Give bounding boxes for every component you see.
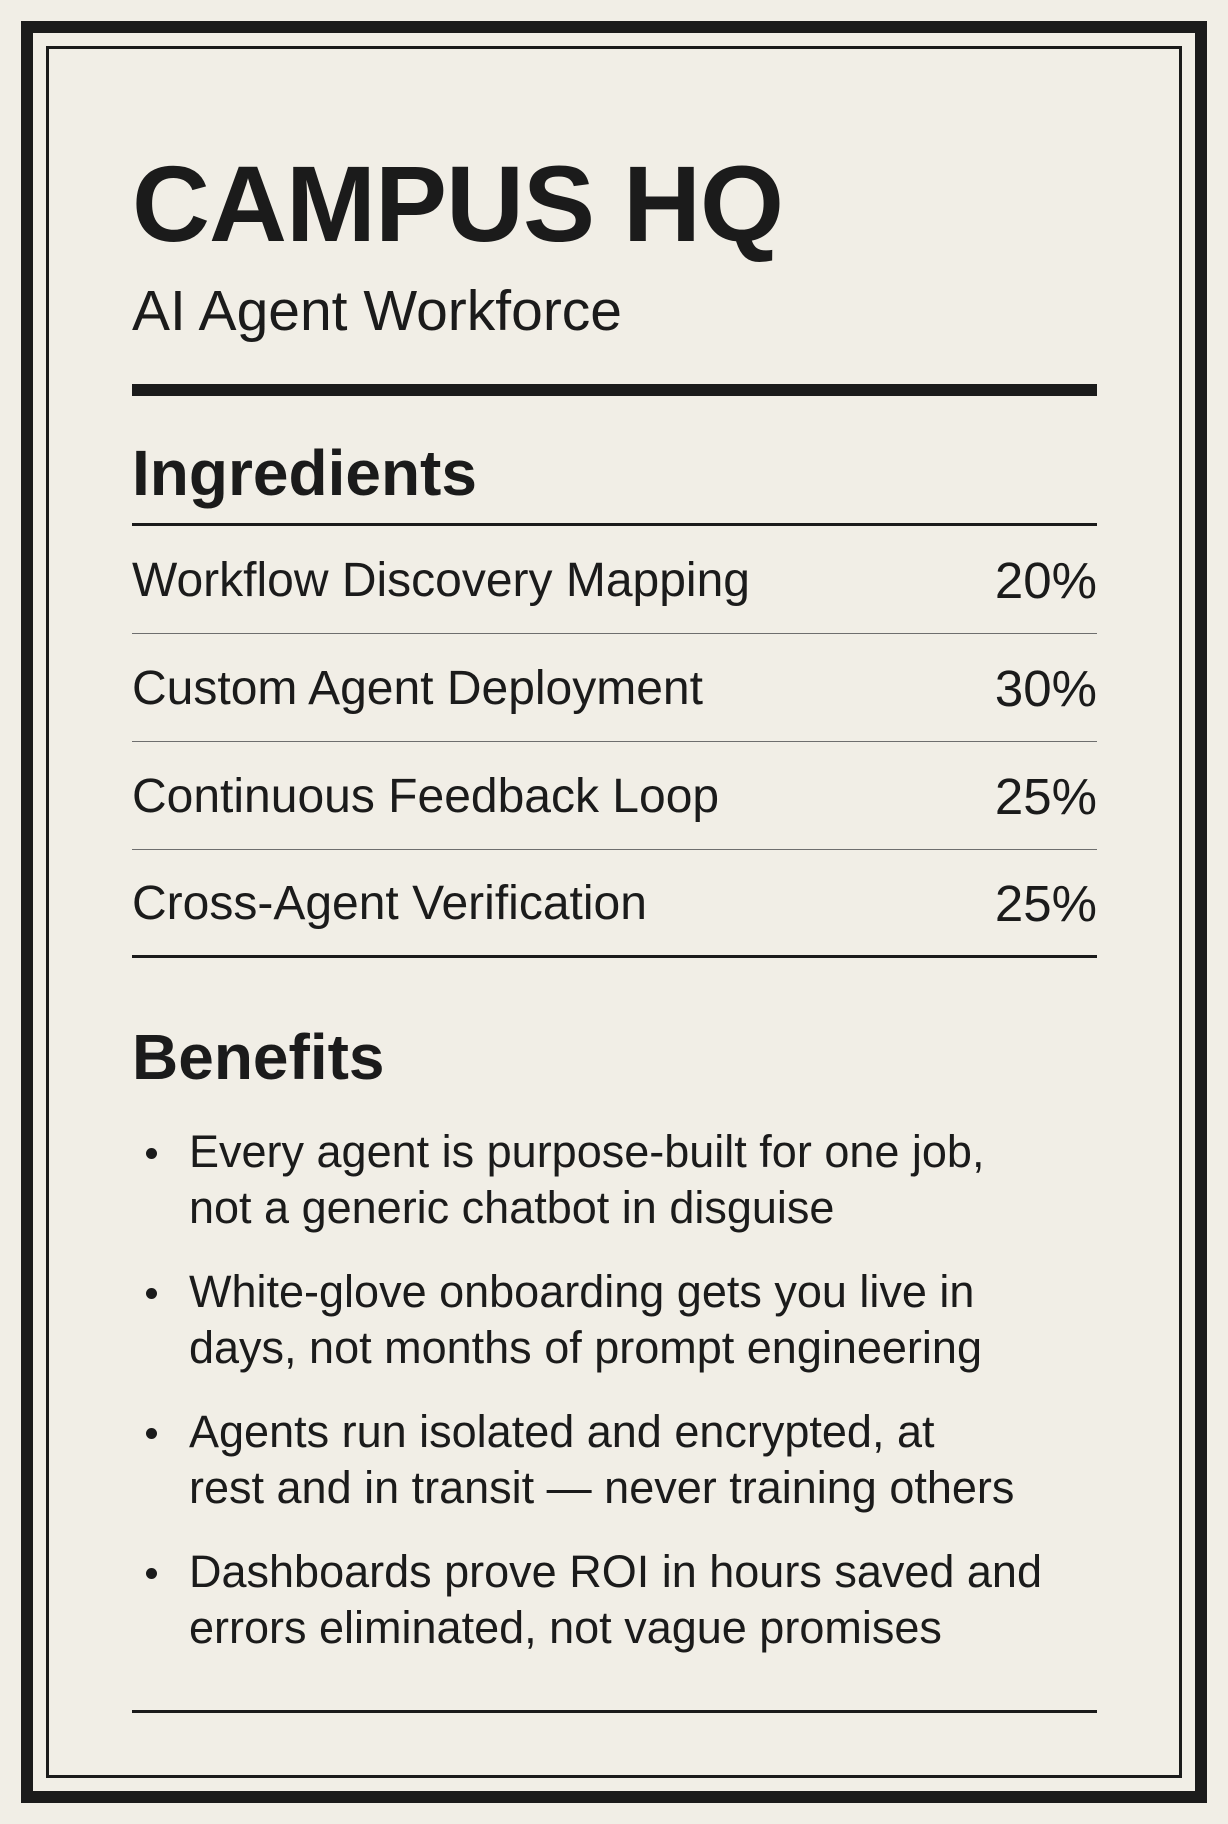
bullet-icon	[146, 1568, 157, 1579]
ingredient-name: Cross-Agent Verification	[132, 876, 647, 930]
benefit-line: White-glove onboarding gets you live in	[189, 1266, 975, 1317]
benefit-line: errors eliminated, not vague promises	[189, 1602, 942, 1653]
ingredient-row	[132, 634, 1097, 742]
benefit-item	[132, 1264, 1097, 1376]
ingredient-percent: 25%	[994, 875, 1097, 932]
ingredient-name: Workflow Discovery Mapping	[132, 553, 750, 607]
benefit-list	[132, 1124, 1097, 1684]
ingredients-heading: Ingredients	[132, 437, 477, 509]
bullet-icon	[146, 1148, 157, 1159]
ingredient-percent: 20%	[994, 552, 1097, 609]
benefit-item	[132, 1544, 1097, 1656]
ingredient-name: Custom Agent Deployment	[132, 661, 703, 715]
benefit-line: rest and in transit — never training others	[189, 1462, 1015, 1513]
benefit-line: not a generic chatbot in disguise	[189, 1182, 835, 1233]
bottom-divider	[132, 1710, 1097, 1713]
ingredient-row	[132, 850, 1097, 958]
benefit-line: Dashboards prove ROI in hours saved and	[189, 1546, 1042, 1597]
ingredient-list	[132, 526, 1097, 958]
benefit-line: days, not months of prompt engineering	[189, 1322, 982, 1373]
ingredient-name: Continuous Feedback Loop	[132, 769, 720, 823]
benefits-heading: Benefits	[132, 1021, 385, 1093]
benefit-item	[132, 1404, 1097, 1516]
benefit-line: Every agent is purpose-built for one job,	[189, 1126, 985, 1177]
ingredient-percent: 25%	[994, 768, 1097, 825]
ingredient-row	[132, 742, 1097, 850]
page-title: CAMPUS HQ	[132, 143, 784, 264]
ingredient-percent: 30%	[994, 660, 1097, 717]
page-subtitle: AI Agent Workforce	[132, 279, 623, 343]
benefit-line: Agents run isolated and encrypted, at	[189, 1406, 935, 1457]
title-divider	[132, 384, 1097, 396]
bullet-icon	[146, 1428, 157, 1439]
benefit-item	[132, 1124, 1097, 1236]
ingredient-row	[132, 526, 1097, 634]
bullet-icon	[146, 1288, 157, 1299]
